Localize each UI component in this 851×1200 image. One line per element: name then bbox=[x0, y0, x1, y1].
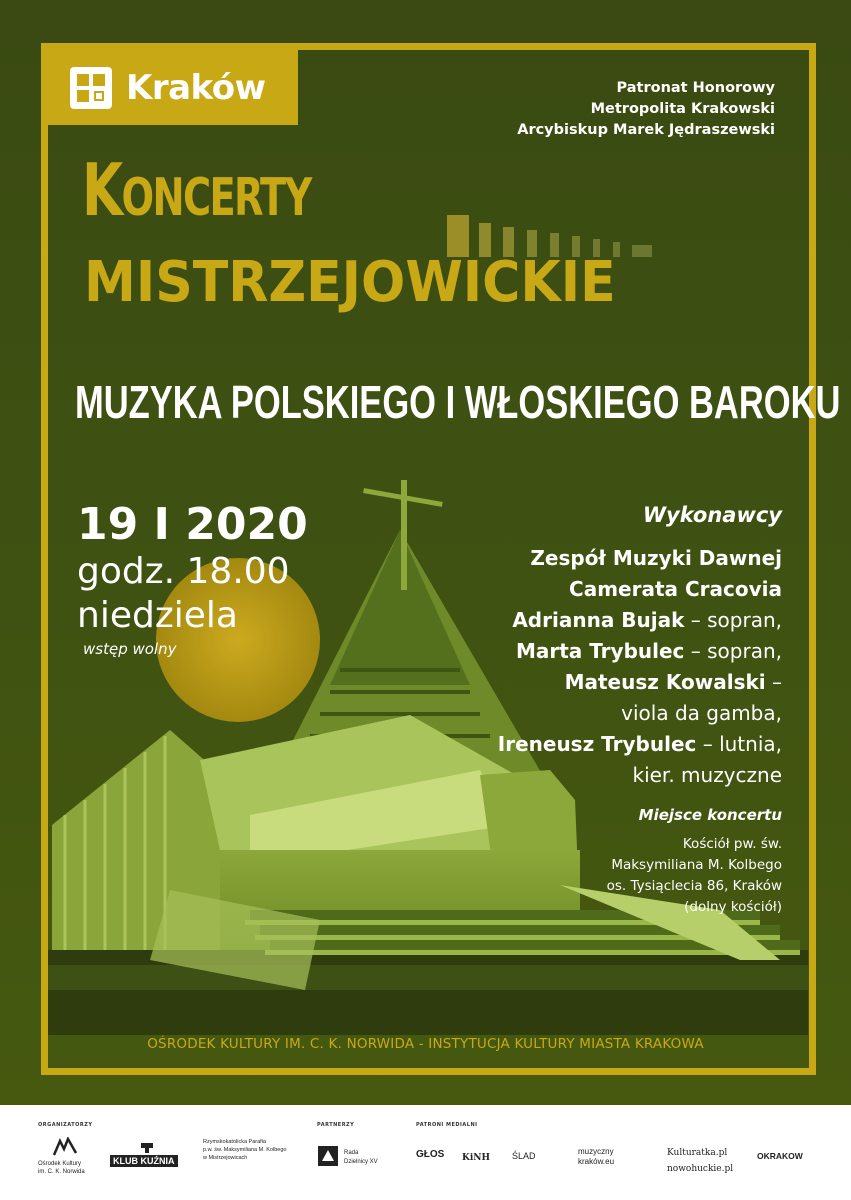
media-glos: GŁOS bbox=[416, 1149, 445, 1160]
patron-line-2: Metropolita Krakowski bbox=[590, 101, 775, 117]
org-parish: Rzymskokatolicka Parafia p.w. św. Maksymiliana M. Kolbego w Mistrzejowicach bbox=[203, 1139, 287, 1161]
patron-line-3: Arcybiskup Marek Jędraszewski bbox=[517, 122, 775, 138]
brand-box bbox=[48, 50, 298, 125]
venue-block bbox=[607, 805, 782, 918]
org-norwid: Ośrodek Kultury im. C. K. Norwida bbox=[38, 1161, 85, 1175]
krakow-logo-icon bbox=[70, 67, 112, 109]
organizer-footer: OŚRODEK KULTURY IM. C. K. NORWIDA - INSTYTUCJA KULTURY MIASTA KRAKOWA bbox=[147, 1036, 704, 1052]
venue-line-1: Kościół pw. św. bbox=[682, 836, 782, 852]
brand-name: Kraków bbox=[126, 67, 266, 108]
concert-subtitle: MUZYKA POLSKIEGO I WŁOSKIEGO BAROKU bbox=[75, 376, 841, 428]
org-klub-kuznia: KLUB KUŹNIA bbox=[110, 1155, 178, 1167]
performer-2: Marta Trybulec – sopran, bbox=[515, 639, 782, 663]
event-date: 19 I 2020 bbox=[77, 499, 308, 550]
media-slad: ŚLAD bbox=[512, 1151, 536, 1161]
venue-line-4: (dolny kościół) bbox=[684, 899, 782, 915]
media-label: PATRONI MEDIALNI bbox=[416, 1122, 478, 1128]
ensemble-line-2: Camerata Cracovia bbox=[569, 577, 782, 601]
norwid-logo-icon bbox=[52, 1137, 78, 1157]
media-nowohuckie: Kulturatka.pl nowohuckie.pl bbox=[667, 1148, 734, 1174]
organizers-label: ORGANIZATORZY bbox=[38, 1122, 93, 1128]
title-rest: ONCERTY bbox=[121, 168, 311, 228]
admission-note: wstęp wolny bbox=[83, 640, 177, 658]
performers-heading: Wykonawcy bbox=[642, 503, 782, 527]
performer-1: Adrianna Bujak – sopran, bbox=[512, 608, 782, 632]
partners-label: PARTNERZY bbox=[317, 1122, 355, 1128]
patron-line-1: Patronat Honorowy bbox=[616, 80, 775, 96]
performer-4: Ireneusz Trybulec – lutnia, bbox=[497, 732, 782, 756]
honorary-patronage bbox=[517, 78, 775, 141]
title-initial: K bbox=[82, 148, 122, 232]
venue-line-2: Maksymiliana M. Kolbego bbox=[611, 857, 782, 873]
event-time: godz. 18.00 bbox=[77, 551, 290, 592]
performer-3: Mateusz Kowalski – bbox=[564, 670, 782, 694]
venue-line-3: os. Tysiąclecia 86, Kraków bbox=[606, 878, 782, 894]
ensemble-line-1: Zespół Muzyki Dawnej bbox=[530, 546, 782, 570]
sponsors-bar bbox=[0, 1105, 851, 1200]
title-line-2: MISTRZEJOWICKIE bbox=[84, 250, 616, 315]
anvil-icon bbox=[140, 1140, 154, 1154]
title-line-1 bbox=[82, 150, 311, 238]
media-muzyczny-krakow: muzyczny kraków.eu bbox=[578, 1147, 615, 1166]
venue-heading: Miejsce koncertu bbox=[638, 806, 782, 824]
partner-rada: Rada Dzielnicy XV bbox=[344, 1150, 378, 1165]
event-day: niedziela bbox=[77, 595, 238, 636]
media-kinh: KiNH bbox=[462, 1153, 490, 1163]
performer-3-role: viola da gamba, bbox=[621, 701, 782, 725]
media-okrakow: OKRAKOW bbox=[757, 1151, 803, 1161]
performers-block bbox=[498, 500, 782, 791]
rada-dzielnicy-icon bbox=[317, 1145, 339, 1167]
date-block bbox=[77, 500, 308, 658]
performer-4-role: kier. muzyczne bbox=[632, 763, 782, 787]
